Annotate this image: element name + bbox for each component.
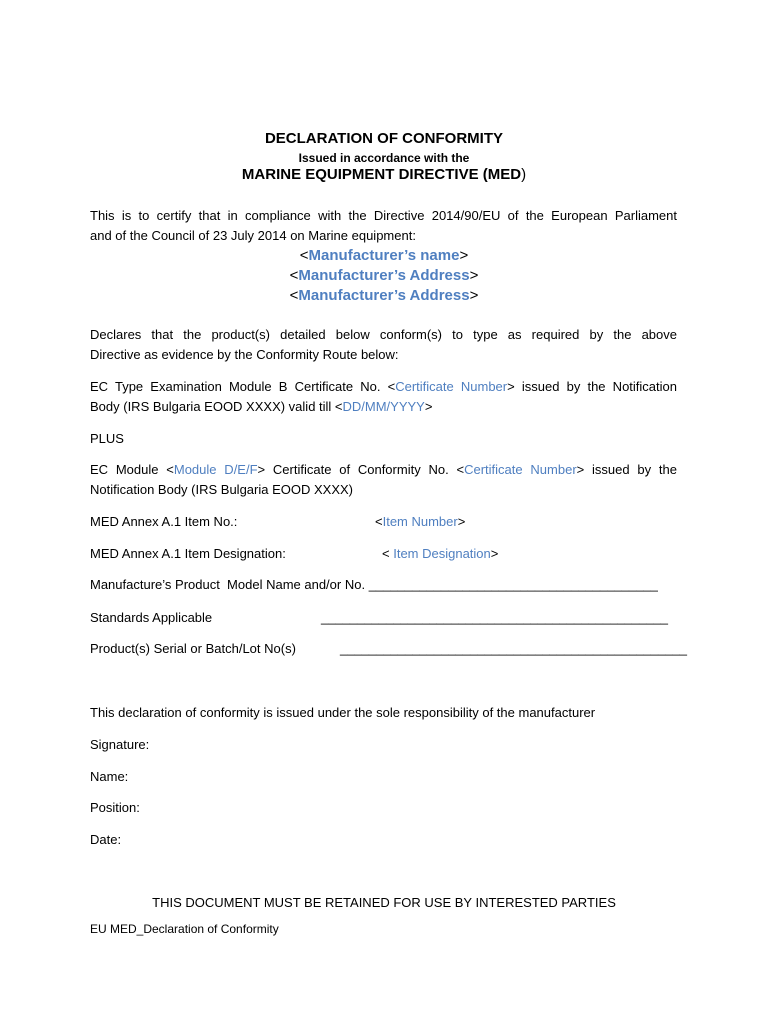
- intro-line-2: and of the Council of 23 July 2014 on Marine equipment:: [90, 228, 416, 243]
- bracket-close: >: [424, 399, 433, 414]
- module-def-line-1: [90, 460, 677, 480]
- manufacturer-address-placeholder-1: Manufacturer’s Address: [298, 267, 470, 284]
- name-label: Name:: [90, 769, 129, 784]
- declares-line-2: Directive as evidence by the Conformity Route below:: [90, 347, 399, 362]
- manufacturer-address-placeholder-2: Manufacturer’s Address: [298, 287, 470, 304]
- module-def-text-3: > issued by the: [576, 462, 677, 477]
- module-b-line-1: [90, 377, 677, 397]
- position-label: Position:: [90, 800, 140, 815]
- bracket-close: >: [469, 267, 479, 284]
- model-name-row: [90, 575, 658, 595]
- manufacturer-address-row-1: [0, 266, 768, 286]
- certificate-number-placeholder-2: Certificate Number: [464, 462, 577, 477]
- manufacturer-address-row-2: [0, 286, 768, 306]
- module-b-text-2: > issued by the Notification: [507, 379, 677, 394]
- item-designation-value: [382, 544, 498, 564]
- serial-label: Product(s) Serial or Batch/Lot No(s): [90, 641, 296, 656]
- standards-label: Standards Applicable: [90, 610, 213, 625]
- bracket-close: >: [459, 247, 469, 264]
- model-name-label: Manufacture’s Product Model Name and/or No.: [90, 577, 369, 592]
- bracket-close: >: [469, 287, 479, 304]
- module-def-text-2: > Certificate of Conformity No. <: [257, 462, 465, 477]
- item-designation-label: MED Annex A.1 Item Designation:: [90, 546, 286, 561]
- valid-till-date-placeholder: DD/MM/YYYY: [342, 399, 425, 414]
- manufacturer-name-placeholder: Manufacturer’s name: [308, 247, 460, 264]
- document-footer-name: EU MED_Declaration of Conformity: [90, 922, 279, 936]
- module-placeholder: Module D/E/F: [173, 462, 258, 477]
- item-number-label: MED Annex A.1 Item No.:: [90, 514, 238, 529]
- declares-line-1: Declares that the product(s) detailed below conform(s) to type as required by the above: [90, 327, 677, 342]
- signature-label: Signature:: [90, 737, 150, 752]
- item-number-placeholder: Item Number: [382, 514, 458, 529]
- retention-notice: THIS DOCUMENT MUST BE RETAINED FOR USE BY INTERESTED PARTIES: [152, 895, 616, 910]
- bracket-close: >: [457, 514, 466, 529]
- bracket-open: <: [375, 514, 383, 529]
- certificate-number-placeholder: Certificate Number: [395, 379, 508, 394]
- date-label: Date:: [90, 832, 122, 847]
- model-name-line: ________________________________________: [368, 577, 658, 592]
- document-subtitle: Issued in accordance with the: [298, 151, 470, 165]
- bracket-open: <: [299, 247, 309, 264]
- intro-line-1: This is to certify that in compliance with the Directive 2014/90/EU of the European Parliament: [90, 208, 677, 223]
- responsibility-statement: This declaration of conformity is issued under the sole responsibility of the manufacturer: [90, 705, 596, 720]
- item-designation-placeholder: Item Designation: [393, 546, 491, 561]
- standards-line: ________________________________________________: [321, 610, 669, 625]
- bracket-open: <: [382, 546, 394, 561]
- directive-heading: [0, 165, 768, 185]
- bracket-open: <: [289, 267, 299, 284]
- bracket-open: <: [289, 287, 299, 304]
- serial-line: ________________________________________________: [340, 641, 688, 656]
- module-def-line-2: Notification Body (IRS Bulgaria EOOD XXXX): [90, 482, 353, 497]
- module-def-text: EC Module <: [90, 462, 174, 477]
- bracket-close: >: [490, 546, 499, 561]
- module-b-line-2: [90, 397, 677, 417]
- item-number-value: [375, 512, 465, 532]
- document-title: DECLARATION OF CONFORMITY: [264, 130, 504, 147]
- plus-label: PLUS: [90, 431, 124, 446]
- manufacturer-name-row: [0, 246, 768, 266]
- directive-heading-text: MARINE EQUIPMENT DIRECTIVE (MED: [241, 166, 522, 183]
- directive-heading-close: ): [521, 166, 527, 183]
- module-b-text: EC Type Examination Module B Certificate No. <: [90, 379, 396, 394]
- module-b-text-3: Body (IRS Bulgaria EOOD XXXX) valid till <: [90, 399, 343, 414]
